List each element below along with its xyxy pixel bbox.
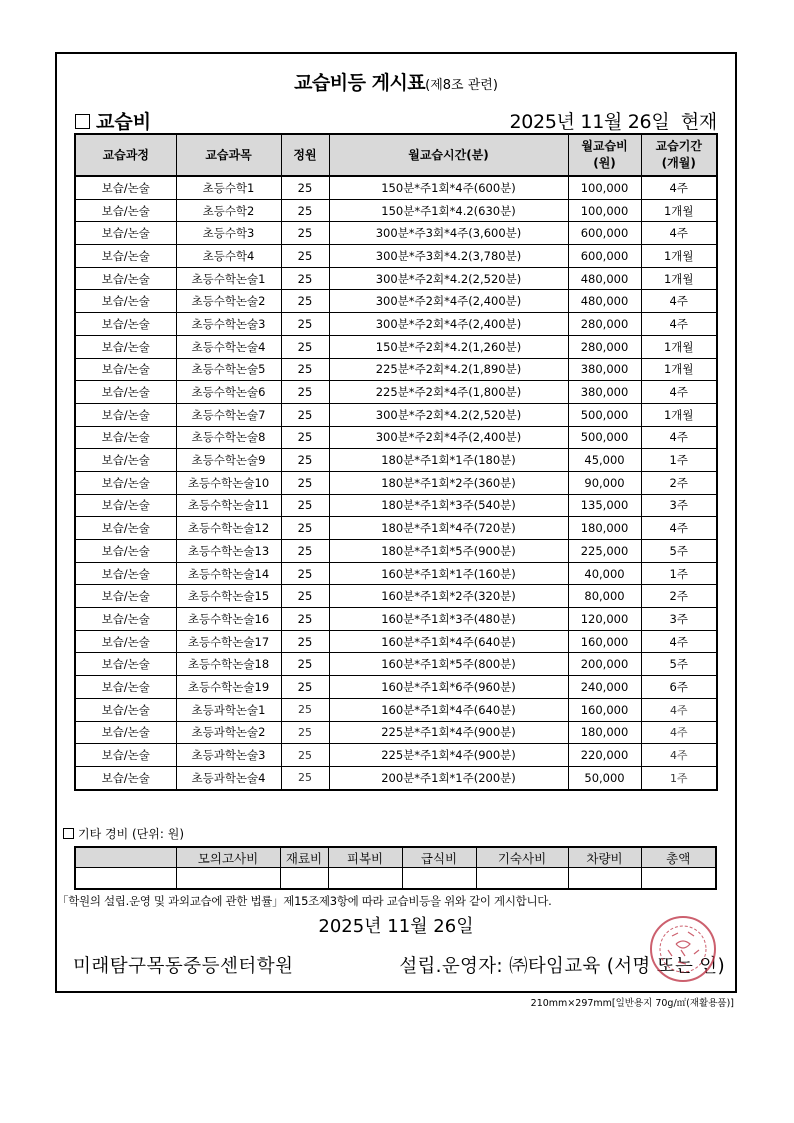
table-row bbox=[75, 630, 717, 653]
cell-hours: 180분*주1회*4주(720분) bbox=[329, 517, 568, 540]
cell-capacity: 25 bbox=[281, 698, 329, 721]
cell-capacity: 25 bbox=[281, 335, 329, 358]
cell-course: 보습/논술 bbox=[75, 630, 176, 653]
cell-course: 보습/논술 bbox=[75, 517, 176, 540]
expense-header-3: 피복비 bbox=[328, 847, 402, 868]
cell-period: 4주 bbox=[641, 698, 717, 721]
cell-capacity: 25 bbox=[281, 403, 329, 426]
cell-period: 2주 bbox=[641, 471, 717, 494]
cell-course: 보습/논술 bbox=[75, 721, 176, 744]
fee-posting-document bbox=[55, 52, 737, 993]
cell-course: 보습/논술 bbox=[75, 290, 176, 313]
cell-course: 보습/논술 bbox=[75, 381, 176, 404]
cell-capacity: 25 bbox=[281, 540, 329, 563]
cell-period: 4주 bbox=[641, 744, 717, 767]
cell-capacity: 25 bbox=[281, 449, 329, 472]
cell-course: 보습/논술 bbox=[75, 744, 176, 767]
cell-hours: 225분*주1회*4주(900분) bbox=[329, 721, 568, 744]
table-row bbox=[75, 676, 717, 699]
cell-fee: 480,000 bbox=[568, 290, 641, 313]
table-row bbox=[75, 381, 717, 404]
paper-spec: 210mm×297mm[일반용지 70g/㎡(재활용품)] bbox=[530, 998, 734, 1009]
cell-hours: 150분*주2회*4.2(1,260분) bbox=[329, 335, 568, 358]
tuition-table-header bbox=[75, 134, 717, 176]
academy-name: 미래탐구목동중등센터학원 bbox=[73, 956, 294, 977]
cell-course: 보습/논술 bbox=[75, 403, 176, 426]
cell-fee: 135,000 bbox=[568, 494, 641, 517]
table-row bbox=[75, 608, 717, 631]
expense-header-5: 기숙사비 bbox=[476, 847, 568, 868]
cell-subject: 초등수학논술17 bbox=[176, 630, 281, 653]
cell-course: 보습/논술 bbox=[75, 199, 176, 222]
table-row bbox=[75, 222, 717, 245]
table-row bbox=[75, 721, 717, 744]
checkbox-square-icon bbox=[63, 828, 74, 839]
cell-period: 3주 bbox=[641, 608, 717, 631]
cell-hours: 180분*주1회*2주(360분) bbox=[329, 471, 568, 494]
expense-value-4 bbox=[402, 868, 476, 890]
cell-course: 보습/논술 bbox=[75, 562, 176, 585]
cell-fee: 180,000 bbox=[568, 721, 641, 744]
table-row bbox=[75, 471, 717, 494]
cell-period: 4주 bbox=[641, 630, 717, 653]
title-note: (제8조 관련) bbox=[425, 78, 498, 93]
cell-fee: 40,000 bbox=[568, 562, 641, 585]
cell-hours: 225분*주1회*4주(900분) bbox=[329, 744, 568, 767]
cell-capacity: 25 bbox=[281, 653, 329, 676]
cell-fee: 50,000 bbox=[568, 766, 641, 789]
cell-subject: 초등수학논술4 bbox=[176, 335, 281, 358]
cell-course: 보습/논술 bbox=[75, 494, 176, 517]
cell-capacity: 25 bbox=[281, 766, 329, 789]
table-row bbox=[75, 562, 717, 585]
cell-hours: 200분*주1회*1주(200분) bbox=[329, 766, 568, 789]
cell-period: 4주 bbox=[641, 426, 717, 449]
cell-hours: 160분*주1회*6주(960분) bbox=[329, 676, 568, 699]
expense-header-2: 재료비 bbox=[280, 847, 328, 868]
cell-hours: 180분*주1회*1주(180분) bbox=[329, 449, 568, 472]
cell-fee: 45,000 bbox=[568, 449, 641, 472]
cell-fee: 160,000 bbox=[568, 698, 641, 721]
tuition-section-heading bbox=[75, 107, 151, 134]
cell-capacity: 25 bbox=[281, 471, 329, 494]
cell-hours: 300분*주3회*4주(3,600분) bbox=[329, 222, 568, 245]
expense-value-7 bbox=[641, 868, 716, 890]
cell-subject: 초등수학논술5 bbox=[176, 358, 281, 381]
cell-hours: 300분*주2회*4주(2,400분) bbox=[329, 313, 568, 336]
cell-capacity: 25 bbox=[281, 381, 329, 404]
cell-subject: 초등수학논술9 bbox=[176, 449, 281, 472]
cell-subject: 초등수학논술10 bbox=[176, 471, 281, 494]
expense-header-7: 총액 bbox=[641, 847, 716, 868]
cell-period: 2주 bbox=[641, 585, 717, 608]
cell-subject: 초등수학논술16 bbox=[176, 608, 281, 631]
other-expenses-heading bbox=[63, 825, 184, 842]
cell-capacity: 25 bbox=[281, 267, 329, 290]
expense-header-4: 급식비 bbox=[402, 847, 476, 868]
cell-period: 1개월 bbox=[641, 267, 717, 290]
cell-subject: 초등수학논술12 bbox=[176, 517, 281, 540]
cell-subject: 초등수학논술3 bbox=[176, 313, 281, 336]
table-row bbox=[75, 245, 717, 268]
tuition-table bbox=[74, 133, 718, 791]
table-row bbox=[75, 494, 717, 517]
cell-fee: 240,000 bbox=[568, 676, 641, 699]
table-row bbox=[75, 403, 717, 426]
cell-capacity: 25 bbox=[281, 517, 329, 540]
cell-period: 1개월 bbox=[641, 199, 717, 222]
cell-period: 1개월 bbox=[641, 335, 717, 358]
table-row bbox=[75, 744, 717, 767]
cell-subject: 초등수학논술11 bbox=[176, 494, 281, 517]
cell-period: 1주 bbox=[641, 449, 717, 472]
cell-fee: 100,000 bbox=[568, 176, 641, 199]
cell-hours: 150분*주1회*4주(600분) bbox=[329, 176, 568, 199]
cell-fee: 600,000 bbox=[568, 222, 641, 245]
cell-course: 보습/논술 bbox=[75, 608, 176, 631]
cell-hours: 300분*주2회*4주(2,400분) bbox=[329, 426, 568, 449]
cell-hours: 180분*주1회*5주(900분) bbox=[329, 540, 568, 563]
expense-header-1: 모의고사비 bbox=[176, 847, 280, 868]
table-row bbox=[75, 698, 717, 721]
cell-subject: 초등수학논술15 bbox=[176, 585, 281, 608]
cell-capacity: 25 bbox=[281, 676, 329, 699]
as-of-date: 2025년 11월 26일 현재 bbox=[509, 111, 717, 133]
tuition-table-body bbox=[75, 176, 717, 790]
cell-subject: 초등수학논술7 bbox=[176, 403, 281, 426]
cell-subject: 초등수학논술18 bbox=[176, 653, 281, 676]
cell-course: 보습/논술 bbox=[75, 335, 176, 358]
legal-notice: 「학원의 설립.운영 및 과외교습에 관한 법률」제15조제3항에 따라 교습비등을 위와 같이 게시합니다. bbox=[57, 894, 552, 908]
cell-period: 5주 bbox=[641, 540, 717, 563]
cell-fee: 280,000 bbox=[568, 335, 641, 358]
cell-course: 보습/논술 bbox=[75, 449, 176, 472]
cell-fee: 180,000 bbox=[568, 517, 641, 540]
cell-capacity: 25 bbox=[281, 426, 329, 449]
cell-subject: 초등수학논술8 bbox=[176, 426, 281, 449]
cell-capacity: 25 bbox=[281, 290, 329, 313]
cell-fee: 90,000 bbox=[568, 471, 641, 494]
checkbox-square-icon bbox=[75, 114, 90, 129]
cell-fee: 600,000 bbox=[568, 245, 641, 268]
cell-period: 4주 bbox=[641, 381, 717, 404]
cell-course: 보습/논술 bbox=[75, 653, 176, 676]
col-header-course: 교습과정 bbox=[75, 134, 176, 176]
cell-hours: 150분*주1회*4.2(630분) bbox=[329, 199, 568, 222]
cell-subject: 초등수학1 bbox=[176, 176, 281, 199]
cell-period: 5주 bbox=[641, 653, 717, 676]
table-row bbox=[75, 335, 717, 358]
title-main: 교습비등 게시표 bbox=[294, 72, 426, 94]
table-row bbox=[75, 517, 717, 540]
operator-signature: 설립.운영자: ㈜타임교육 (서명 또는 인) bbox=[399, 956, 725, 977]
cell-fee: 225,000 bbox=[568, 540, 641, 563]
cell-subject: 초등과학논술4 bbox=[176, 766, 281, 789]
cell-course: 보습/논술 bbox=[75, 471, 176, 494]
cell-hours: 160분*주1회*4주(640분) bbox=[329, 698, 568, 721]
cell-fee: 220,000 bbox=[568, 744, 641, 767]
expense-value-2 bbox=[280, 868, 328, 890]
cell-course: 보습/논술 bbox=[75, 540, 176, 563]
expense-value-3 bbox=[328, 868, 402, 890]
cell-hours: 300분*주2회*4주(2,400분) bbox=[329, 290, 568, 313]
cell-period: 1개월 bbox=[641, 358, 717, 381]
cell-subject: 초등과학논술1 bbox=[176, 698, 281, 721]
cell-subject: 초등수학3 bbox=[176, 222, 281, 245]
col-header-capacity: 정원 bbox=[281, 134, 329, 176]
cell-hours: 160분*주1회*1주(160분) bbox=[329, 562, 568, 585]
cell-subject: 초등과학논술2 bbox=[176, 721, 281, 744]
cell-subject: 초등수학논술19 bbox=[176, 676, 281, 699]
table-row bbox=[75, 585, 717, 608]
table-row bbox=[75, 426, 717, 449]
cell-fee: 200,000 bbox=[568, 653, 641, 676]
document-title bbox=[57, 68, 735, 95]
tuition-section-label: 교습비 bbox=[96, 111, 152, 133]
cell-fee: 380,000 bbox=[568, 358, 641, 381]
cell-subject: 초등수학논술1 bbox=[176, 267, 281, 290]
cell-capacity: 25 bbox=[281, 608, 329, 631]
table-row bbox=[75, 653, 717, 676]
cell-capacity: 25 bbox=[281, 585, 329, 608]
cell-capacity: 25 bbox=[281, 358, 329, 381]
table-row bbox=[75, 199, 717, 222]
col-header-monthly-hours: 월교습시간(분) bbox=[329, 134, 568, 176]
table-row bbox=[75, 540, 717, 563]
cell-period: 4주 bbox=[641, 721, 717, 744]
cell-course: 보습/논술 bbox=[75, 313, 176, 336]
table-row bbox=[75, 290, 717, 313]
cell-capacity: 25 bbox=[281, 630, 329, 653]
cell-subject: 초등수학논술2 bbox=[176, 290, 281, 313]
cell-course: 보습/논술 bbox=[75, 245, 176, 268]
cell-capacity: 25 bbox=[281, 245, 329, 268]
cell-capacity: 25 bbox=[281, 313, 329, 336]
expense-value-6 bbox=[568, 868, 641, 890]
cell-hours: 225분*주2회*4주(1,800분) bbox=[329, 381, 568, 404]
cell-period: 4주 bbox=[641, 517, 717, 540]
expense-value-1 bbox=[176, 868, 280, 890]
cell-period: 4주 bbox=[641, 176, 717, 199]
cell-fee: 380,000 bbox=[568, 381, 641, 404]
cell-period: 4주 bbox=[641, 313, 717, 336]
cell-fee: 280,000 bbox=[568, 313, 641, 336]
cell-course: 보습/논술 bbox=[75, 426, 176, 449]
cell-hours: 300분*주3회*4.2(3,780분) bbox=[329, 245, 568, 268]
cell-subject: 초등수학논술6 bbox=[176, 381, 281, 404]
cell-course: 보습/논술 bbox=[75, 176, 176, 199]
table-row bbox=[75, 176, 717, 199]
cell-subject: 초등수학논술13 bbox=[176, 540, 281, 563]
cell-hours: 160분*주1회*5주(800분) bbox=[329, 653, 568, 676]
cell-capacity: 25 bbox=[281, 199, 329, 222]
col-header-period: 교습기간 (개월) bbox=[641, 134, 717, 176]
cell-period: 1주 bbox=[641, 562, 717, 585]
cell-fee: 80,000 bbox=[568, 585, 641, 608]
cell-course: 보습/논술 bbox=[75, 358, 176, 381]
cell-course: 보습/논술 bbox=[75, 676, 176, 699]
table-row bbox=[75, 267, 717, 290]
cell-course: 보습/논술 bbox=[75, 698, 176, 721]
cell-capacity: 25 bbox=[281, 721, 329, 744]
expense-value-5 bbox=[476, 868, 568, 890]
expense-header-0 bbox=[75, 847, 176, 868]
cell-period: 1주 bbox=[641, 766, 717, 789]
cell-hours: 225분*주2회*4.2(1,890분) bbox=[329, 358, 568, 381]
cell-capacity: 25 bbox=[281, 176, 329, 199]
cell-period: 4주 bbox=[641, 290, 717, 313]
cell-subject: 초등수학논술14 bbox=[176, 562, 281, 585]
cell-capacity: 25 bbox=[281, 744, 329, 767]
expense-value-0 bbox=[75, 868, 176, 890]
cell-period: 4주 bbox=[641, 222, 717, 245]
table-row bbox=[75, 449, 717, 472]
cell-subject: 초등과학논술3 bbox=[176, 744, 281, 767]
cell-capacity: 25 bbox=[281, 494, 329, 517]
cell-hours: 160분*주1회*3주(480분) bbox=[329, 608, 568, 631]
cell-course: 보습/논술 bbox=[75, 585, 176, 608]
table-row bbox=[75, 766, 717, 789]
other-expenses-label: 기타 경비 (단위: 원) bbox=[78, 827, 184, 841]
cell-fee: 500,000 bbox=[568, 403, 641, 426]
cell-fee: 120,000 bbox=[568, 608, 641, 631]
cell-course: 보습/논술 bbox=[75, 766, 176, 789]
other-expenses-values bbox=[75, 868, 716, 890]
cell-fee: 160,000 bbox=[568, 630, 641, 653]
cell-course: 보습/논술 bbox=[75, 222, 176, 245]
cell-period: 1개월 bbox=[641, 403, 717, 426]
cell-hours: 180분*주1회*3주(540분) bbox=[329, 494, 568, 517]
col-header-subject: 교습과목 bbox=[176, 134, 281, 176]
cell-course: 보습/논술 bbox=[75, 267, 176, 290]
cell-fee: 100,000 bbox=[568, 199, 641, 222]
cell-capacity: 25 bbox=[281, 222, 329, 245]
col-header-monthly-fee: 월교습비 (원) bbox=[568, 134, 641, 176]
cell-subject: 초등수학2 bbox=[176, 199, 281, 222]
cell-fee: 500,000 bbox=[568, 426, 641, 449]
cell-hours: 300분*주2회*4.2(2,520분) bbox=[329, 267, 568, 290]
cell-period: 6주 bbox=[641, 676, 717, 699]
table-row bbox=[75, 313, 717, 336]
cell-period: 1개월 bbox=[641, 245, 717, 268]
other-expenses-header bbox=[75, 847, 716, 868]
cell-subject: 초등수학4 bbox=[176, 245, 281, 268]
other-expenses-table bbox=[74, 846, 717, 890]
cell-hours: 160분*주1회*4주(640분) bbox=[329, 630, 568, 653]
signature-date: 2025년 11월 26일 bbox=[318, 916, 474, 937]
table-row bbox=[75, 358, 717, 381]
official-seal-icon bbox=[648, 914, 718, 984]
cell-fee: 480,000 bbox=[568, 267, 641, 290]
expense-header-6: 차량비 bbox=[568, 847, 641, 868]
cell-period: 3주 bbox=[641, 494, 717, 517]
cell-hours: 160분*주1회*2주(320분) bbox=[329, 585, 568, 608]
cell-hours: 300분*주2회*4.2(2,520분) bbox=[329, 403, 568, 426]
cell-capacity: 25 bbox=[281, 562, 329, 585]
